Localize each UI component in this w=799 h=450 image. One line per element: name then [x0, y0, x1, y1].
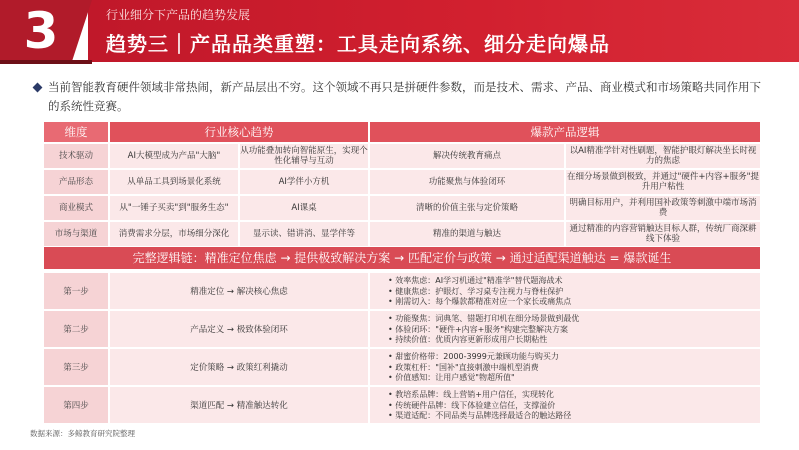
logic-detail-cell: 明确目标用户，并利用国补政策等刺激中端市场消费	[566, 196, 760, 220]
section-number: 3	[23, 2, 59, 60]
step-label: 第三步	[44, 349, 108, 385]
step-detail-line: • 政策杠杆："国补"直接刺激中端机型消费	[388, 362, 539, 372]
diamond-bullet-icon	[33, 83, 43, 93]
step-detail-line: • 健康焦虑：护眼灯、学习桌专注视力与脊柱保护	[388, 286, 564, 296]
step-detail-line: • 持续价值：优质内容更新形成用户长期粘性	[388, 335, 548, 344]
step-label: 第四步	[44, 387, 108, 423]
section-eyebrow: 行业细分下产品的趋势发展	[106, 8, 251, 22]
trend-detail-cell: 从功能叠加转向智能原生，实现个性化辅导与互动	[240, 146, 368, 166]
dimension-cell: 市场与渠道	[44, 222, 108, 246]
step-details	[370, 311, 760, 347]
data-source-note: 数据来源：多鲸教育研究院整理	[30, 429, 135, 438]
trend-cell: 从单品工具到场景化系统	[110, 170, 238, 194]
logic-chain-banner: 完整逻辑链：精准定位焦虑 → 提供极致解决方案 → 匹配定价与政策 → 通过适配渠道触达 = 爆款诞生	[44, 247, 760, 269]
logic-cell: 解决传统教育痛点	[370, 144, 564, 168]
step-method: 定价策略 → 政策红利撬动	[110, 349, 368, 385]
step-method: 精准定位 → 解决核心焦虑	[110, 273, 368, 309]
step-label: 第二步	[44, 311, 108, 347]
step-label: 第一步	[44, 273, 108, 309]
header-dimension: 维度	[44, 122, 108, 142]
logic-cell: 清晰的价值主张与定价策略	[370, 196, 564, 220]
table-row	[44, 387, 760, 423]
step-detail-line: • 功能聚焦：词典笔、错题打印机在细分场景做到最优	[388, 314, 580, 323]
step-details	[370, 387, 760, 423]
trend-detail-cell: 显示读、错讲消、显学伴等	[240, 222, 368, 246]
header-industry-trend: 行业核心趋势	[110, 122, 368, 142]
logic-cell: 功能聚焦与体验闭环	[370, 170, 564, 194]
step-details	[370, 273, 760, 309]
steps-table	[44, 271, 760, 423]
table-row	[44, 273, 760, 309]
step-detail-line: • 刚需切入：每个爆款都精准对应一个家长或痛焦点	[388, 297, 572, 306]
dimension-cell: 产品形态	[44, 170, 108, 194]
table-row	[44, 196, 760, 220]
step-detail-line: • 教培系品牌：线上营销+用户信任，实现转化	[388, 390, 554, 399]
trend-table-header	[44, 122, 760, 142]
trend-table	[44, 122, 760, 246]
table-row	[44, 144, 760, 168]
step-detail-line: • 效率焦虑：AI学习机通过"精准学"替代题海战术	[388, 276, 563, 285]
intro-paragraph: 当前智能教育硬件领域非常热闹，新产品层出不穷。这个领域不再只是拼硬件参数，而是技术、需求、产品、商业模式和市场策略共同作用下的系统性竞赛。	[48, 80, 761, 113]
trend-cell: AI大模型成为产品"大脑"	[110, 144, 238, 168]
table-row	[44, 311, 760, 347]
step-detail-line: • 体验闭环："硬件+内容+服务"构建完整解决方案	[388, 324, 569, 334]
step-detail-line: • 渠道适配：不同品类与品牌选择最适合的触达路径	[388, 411, 572, 420]
step-details	[370, 349, 760, 385]
page-title: 趋势三｜产品品类重塑：工具走向系统、细分走向爆品	[106, 32, 610, 56]
header-hit-product-logic: 爆款产品逻辑	[370, 122, 760, 142]
logic-cell: 精准的渠道与触达	[370, 222, 564, 246]
step-detail-line: • 传统硬件品牌：线下体验建立信任，支撑溢价	[388, 400, 556, 410]
logic-detail-cell: 通过精准的内容营销触达目标人群，传统厂商深耕线下体验	[566, 222, 760, 246]
dimension-cell: 商业模式	[44, 196, 108, 220]
logic-detail-cell: 以AI精准学针对性刷题，智能护眼灯解决坐长时视力的焦虑	[566, 144, 760, 168]
header	[0, 0, 799, 62]
trend-detail-cell: AI学伴小方机	[240, 170, 368, 194]
step-detail-line: • 价值感知：让用户感觉"物超所值"	[388, 373, 515, 382]
step-detail-line: • 甜蜜价格带：2000-3999元兼顾功能与购买力	[388, 352, 559, 361]
trend-cell: 从"一锤子买卖"到"服务生态"	[110, 196, 238, 220]
dimension-cell: 技术驱动	[44, 144, 108, 168]
logic-detail-cell: 在细分场景做到极致，并通过"硬件+内容+服务"提升用户粘性	[566, 172, 760, 192]
trend-cell: 消费需求分层，市场细分深化	[110, 222, 238, 246]
step-method: 渠道匹配 → 精准触达转化	[110, 387, 368, 423]
trend-detail-cell: AI课桌	[240, 196, 368, 220]
table-row	[44, 222, 760, 246]
table-row	[44, 170, 760, 194]
table-row	[44, 349, 760, 385]
step-method: 产品定义 → 极致体验闭环	[110, 311, 368, 347]
